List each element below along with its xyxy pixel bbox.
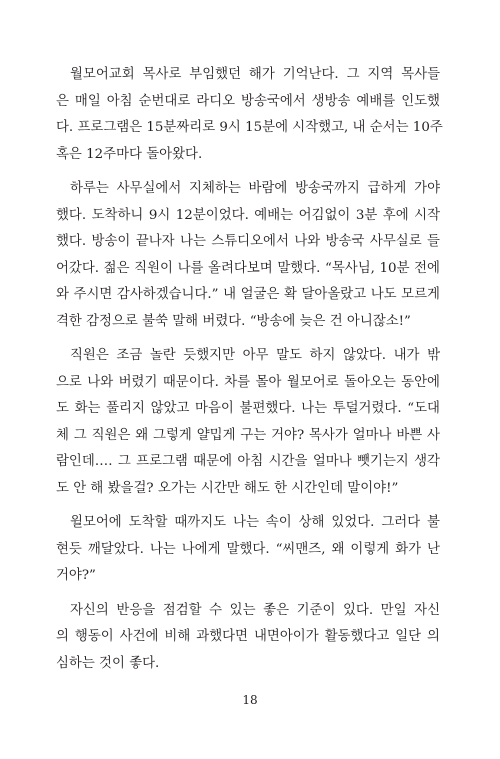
paragraph-4 bbox=[56, 510, 440, 590]
text-line: 은 매일 아침 순번대로 라디오 방송국에서 생방송 예배를 인도했 bbox=[56, 93, 440, 109]
text-line: 하루는 사무실에서 지체하는 바람에 방송국까지 급하게 가야 bbox=[70, 181, 440, 196]
text-line: 자신의 반응을 점검할 수 있는 좋은 기준이 있다. 만일 자신 bbox=[70, 602, 440, 618]
page-number: 18 bbox=[242, 693, 258, 707]
text-line: 도 안 해 봤을걸? 오가는 시간만 해도 한 시간인데 말이야!” bbox=[56, 480, 399, 496]
text-line: 람인데…. 그 프로그램 때문에 아침 시간을 얼마나 뺏기는지 생각 bbox=[56, 454, 440, 469]
paragraph-2 bbox=[56, 176, 440, 335]
text-line: 했다. 방송이 끝나자 나는 스튜디오에서 나와 방송국 사무실로 들 bbox=[56, 234, 440, 249]
text-line: 격한 감정으로 불쑥 말해 버렸다. “방송에 늦은 건 아니잖소!” bbox=[56, 313, 411, 329]
page-body bbox=[56, 62, 443, 685]
text-line: 어갔다. 젊은 직원이 나를 올려다보며 말했다. “목사님, 10분 전에 bbox=[56, 260, 440, 276]
paragraph-5 bbox=[56, 598, 440, 678]
paragraph-1 bbox=[56, 62, 443, 168]
text-line: 했다. 도착하니 9시 12분이었다. 예배는 어김없이 3분 후에 시작 bbox=[56, 207, 440, 223]
text-line: 심하는 것이 좋다. bbox=[56, 655, 160, 671]
paragraph-3 bbox=[56, 343, 440, 502]
text-line: 와 주시면 감사하겠습니다.” 내 얼굴은 확 달아올랐고 나도 모르게 bbox=[56, 287, 440, 302]
text-line: 윌모어에 도착할 때까지도 나는 속이 상해 있었다. 그러다 불 bbox=[70, 515, 440, 530]
text-line: 체 그 직원은 왜 그렇게 얄밉게 구는 거야? 목사가 얼마나 바쁜 사 bbox=[56, 427, 440, 443]
text-line: 직원은 조금 놀란 듯했지만 아무 말도 하지 않았다. 내가 밖 bbox=[70, 348, 440, 363]
text-line: 으로 나와 버렸기 때문이다. 차를 몰아 월모어로 돌아오는 동안에 bbox=[56, 374, 440, 390]
text-line: 도 화는 풀리지 않았고 마음이 불편했다. 나는 투덜거렸다. “도대 bbox=[56, 401, 440, 416]
text-line: 다. 프로그램은 15분짜리로 9시 15분에 시작했고, 내 순서는 10주 bbox=[56, 120, 443, 135]
text-line: 거야?” bbox=[56, 568, 96, 583]
text-line: 월모어교회 목사로 부임했던 해가 기억난다. 그 지역 목사들 bbox=[70, 67, 440, 82]
text-line: 혹은 12주마다 돌아왔다. bbox=[56, 146, 203, 162]
text-line: 의 행동이 사건에 비해 과했다면 내면아이가 활동했다고 일단 의 bbox=[56, 629, 440, 644]
text-line: 현듯 깨달았다. 나는 나에게 말했다. “씨맨즈, 왜 이렇게 화가 난 bbox=[56, 541, 440, 557]
